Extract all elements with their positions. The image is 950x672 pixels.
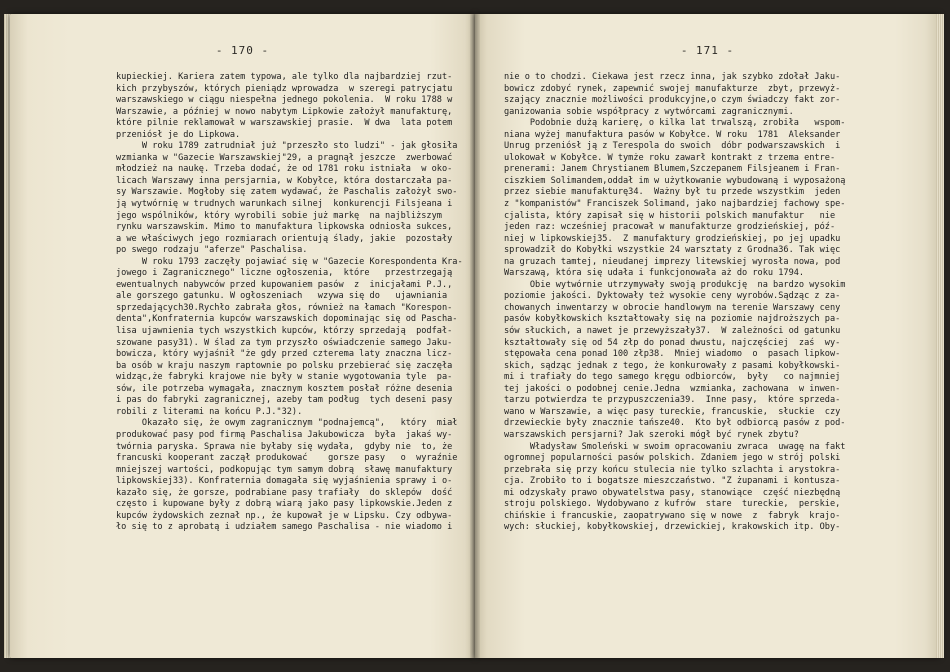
text-line: bowicza, który wyjaśnił "że gdy przed czterema laty znaczna licz- [116, 349, 453, 360]
text-line: produkować pasy pod firmą Paschalisa Jakubowicza była jakaś wy- [116, 429, 453, 440]
text-line: szowane pasy31). W ślad za tym przyszło oświadczenie samego Jaku- [116, 337, 453, 348]
text-line: warszawskich persjarni? Jak szeroki mógł być rynek zbytu? [504, 429, 799, 440]
text-line: przeniósł je do Lipkowa. [116, 129, 241, 140]
text-line: ale gorszego gatunku. W ogłoszeniach wzywa się do ujawniania [116, 291, 448, 302]
text-line: często i kupowane były z dobrą wiarą jako pasy lipkowskie.Jeden z [116, 499, 453, 510]
text-line: sprzedających30.Rychło zabrała głos, również na łamach "Korespon- [116, 302, 453, 313]
text-line: Warszawie, a później w nowo nabytym Lipkowie założył manufakturę, [116, 106, 453, 117]
right-page-body [504, 72, 845, 534]
text-line: a we właściwych jego rozmiarach orientują ślady, jakie pozostały [116, 233, 453, 244]
text-line: bowicz zdobyć rynek, zapewnić swojej manufakturze zbyt, przewyż- [504, 83, 841, 94]
text-line: młodzież na naukę. Trzeba dodać, że od 1781 roku istniała w oko- [116, 164, 453, 175]
text-line: niana wyżej manufaktura pasów w Kobyłce. W roku 1781 Aleksander [504, 129, 841, 140]
text-line: ciszkiem Solimandem,oddał im w użytkowanie wybudowaną i wyposażoną [504, 175, 846, 186]
text-line: ogromnej popularności pasów polskich. Zdaniem jego w strój polski [504, 453, 841, 464]
text-line: cjalista, który zapisał się w historii polskich manufaktur nie [504, 210, 836, 221]
text-line: mi odzyskały prawo obywatelstwa pasy, stanowiące część niezbędną [504, 487, 841, 498]
text-line: Unrug przeniósł ją z Terespola do swoich dóbr podwarszawskich i [504, 141, 841, 152]
text-line: kich przybyszów, których pieniądz wprowadza w szeregi patrycjatu [116, 83, 453, 94]
text-line: tej jakości o podobnej cenie.Jedna wzmianka, zachowana w inwen- [504, 383, 841, 394]
text-line: Podobnie dużą karierę, o kilka lat trwalszą, zrobiła wspom- [504, 118, 846, 129]
text-line: ją wytwórnię w trudnych warunkach silnej konkurencji Filsjeana i [116, 199, 453, 210]
text-line: warszawskiego w ciągu niespełna jednego pokolenia. W roku 1788 w [116, 95, 453, 106]
text-line: W roku 1793 zaczęły pojawiać się w "Gazecie Korespondenta Kra- [116, 256, 463, 267]
text-line: sów słuckich, a nawet je przewyższały37. W zależności od gatunku [504, 326, 841, 337]
right-page-edges [936, 14, 944, 658]
text-line: widząc,że fabryki krajowe nie były w stanie wygotowania tyle pa- [116, 372, 453, 383]
text-line: skich, sądząc jednak z tego, że konkurowały z pasami kobyłkowski- [504, 360, 841, 371]
text-line: francuski kooperant zaczął produkować gorsze pasy o wyraźnie [116, 453, 458, 464]
text-line: Warszawą, która się udała i funkcjonowała aż do roku 1794. [504, 268, 805, 279]
text-line: sprowadził do Kobyłki wszystkie 24 warsztaty z Grodna36. Tak więc [504, 245, 841, 256]
text-line: Okazało się, że owym zagranicznym "podnajemcą", który miał [116, 418, 458, 429]
text-line: z "kompanistów" Franciszek Solimand, jako najbardziej fachowy spe- [504, 199, 846, 210]
text-line: jeden raz: wcześniej pracował w manufakturze grodzieńskiej, póź- [504, 222, 836, 233]
text-line: lisa ujawnienia tych wszystkich kupców, którzy sprzedają podfał- [116, 326, 453, 337]
text-line: kupieckiej. Kariera zatem typowa, ale tylko dla najbardziej rzut- [116, 72, 453, 82]
text-line: wano w Warszawie, a więc pasy tureckie, francuskie, słuckie czy [504, 406, 841, 417]
text-line: ło się to z aprobatą i udziałem samego Paschalisa - nie wiadomo i [116, 522, 453, 533]
text-line: jowego i Zagranicznego" liczne ogłoszenia, które przestrzegają [116, 268, 453, 279]
text-line: prenerami: Janem Chrystianem Blumem,Szczepanem Filsjeanem i Fran- [504, 164, 841, 175]
text-line: nie o to chodzi. Ciekawa jest rzecz inna, jak szybko zdołał Jaku- [504, 72, 841, 82]
text-line: na gruzach tamtej, nieudanej imprezy litewskiej wyrosła nowa, pod [504, 256, 841, 267]
text-line: kształtowały się od 54 złp do ponad dwustu, najczęściej zaś wy- [504, 337, 841, 348]
text-line: poziomie jakości. Dyktowały też wysokie ceny wyrobów.Sądząc z za- [504, 291, 841, 302]
text-line: kazało się, że gorsze, podrabiane pasy trafiały do sklepów dość [116, 487, 453, 498]
text-line: po swego rodzaju "aferze" Paschalisa. [116, 245, 308, 256]
text-line: lipkowskiej33). Konfraternia domagała się wyjaśnienia sprawy i o- [116, 476, 453, 487]
text-line: Obie wytwórnie utrzymywały swoją produkcję na bardzo wysokim [504, 279, 846, 290]
text-line: ewentualnych nabywców przed kupowaniem pasów z inicjałami P.J., [116, 279, 453, 290]
text-line: i pas do fabryki zagranicznej, azeby tam podług tych deseni pasy [116, 395, 453, 406]
text-line: kupców żydowskich zeznał np., że kupował je w Lipsku. Czy odbywa- [116, 510, 453, 521]
text-line: mniejszej wartości, podkopując tym samym dobrą sławę manufaktury [116, 464, 453, 475]
text-line: niej w lipkowskiej35. Z manufaktury grodzieńskiej, po jej upadku [504, 233, 841, 244]
left-page-body [116, 72, 463, 534]
text-line: sów, ile potrzeba wymagała, znacznym kosztem posłał różne desenia [116, 383, 453, 394]
text-line: pasów kobyłkowskich kształtowały się na poziomie najdroższych pa- [504, 314, 841, 325]
text-line: przez siebie manufakturę34. Ważny był tu przede wszystkim jeden [504, 187, 841, 198]
text-line: Władysław Smoleński w swoim opracowaniu zwraca uwagę na fakt [504, 441, 846, 452]
text-line: przebrała się przy końcu stulecia nie tylko szlachta i arystokra- [504, 464, 841, 475]
text-line: twórnia paryska. Sprawa nie byłaby się wydała, gdyby nie to, że [116, 441, 453, 452]
right-page-number: - 171 - [680, 44, 735, 57]
text-line: ba osób w kraju naszym raptownie po polsku przebierać się zaczęła [116, 360, 453, 371]
text-line: wych: słuckiej, kobyłkowskiej, drzewickiej, krakowskich itp. Oby- [504, 522, 841, 533]
right-page [475, 14, 940, 658]
text-line: licach Warszawy inna persjarnia, w Kobyłce, która dostarczała pa- [116, 175, 453, 186]
text-line: drzewieckie były znacznie tańsze40. Kto był odbiorcą pasów z pod- [504, 418, 846, 429]
text-line: sy Warszawie. Mogłoby się zatem wydawać, że Paschalis założył swo- [116, 187, 458, 198]
text-line: stroju polskiego. Wydobywano z kufrów stare tureckie, perskie, [504, 499, 841, 510]
text-line: rynku warszawskim. Mimo to manufaktura lipkowska odniosła sukces, [116, 222, 453, 233]
text-line: które pilnie reklamował w warszawskiej prasie. W dwa lata potem [116, 118, 453, 129]
book-gutter [470, 14, 480, 658]
text-line: jego wspólników, który wyrobili sobie już markę na najbliższym [116, 210, 442, 221]
text-line: wzmianka w "Gazecie Warszawskiej"29, a pragnął jeszcze zwerbować [116, 152, 453, 163]
text-line: stępowała cena ponad 100 złp38. Mniej wiadomo o pasach lipkow- [504, 349, 841, 360]
text-line: W roku 1789 zatrudniał już "przeszło sto ludzi" - jak głosiła [116, 141, 458, 152]
text-line: tarzu potwierdza te przypuszczenia39. Inne pasy, które sprzeda- [504, 395, 841, 406]
text-line: szający znacznie możliwości produkcyjne,o czym świadczy fakt zor- [504, 95, 841, 106]
text-line: ganizowania sobie współpracy z wytwórcami zagranicznymi. [504, 106, 794, 117]
text-line: robili z literami na końcu P.J."32). [116, 406, 303, 417]
text-line: chińskie i francuskie, zaopatrywano się w nowe z fabryk krajo- [504, 510, 841, 521]
text-line: chowanych inwentarzy w obrocie handlowym na terenie Warszawy ceny [504, 302, 841, 313]
left-page-number: - 170 - [215, 44, 270, 57]
left-page [10, 14, 475, 658]
text-line: ulokował w Kobyłce. W tymże roku zawarł kontrakt z trzema entre- [504, 152, 836, 163]
text-line: cja. Zrobiło to i bogatsze mieszczaństwo. "Z żupanami i kontusza- [504, 476, 841, 487]
text-line: denta",Konfraternia kupców warszawskich dopominając się od Pascha- [116, 314, 458, 325]
text-line: mi i trafiały do tego samego kręgu odbiorców, były co najmniej [504, 372, 841, 383]
